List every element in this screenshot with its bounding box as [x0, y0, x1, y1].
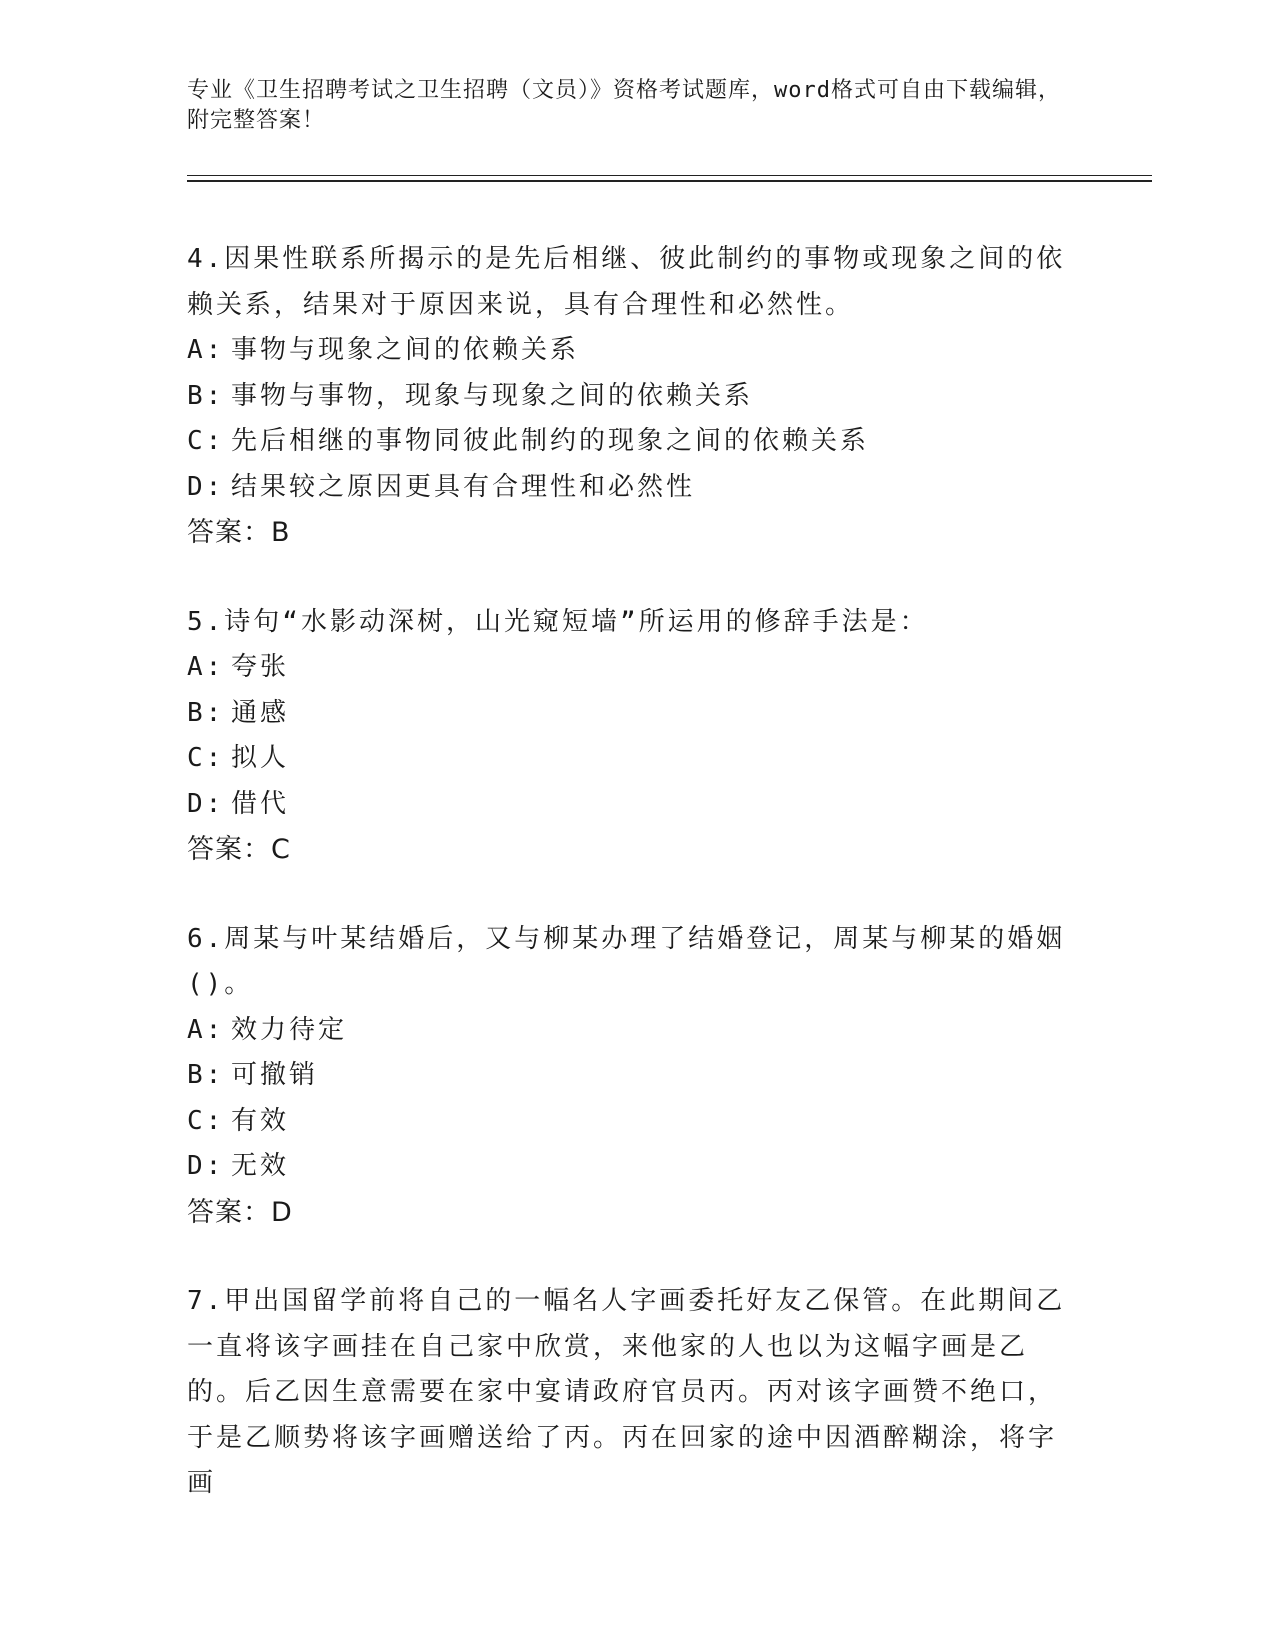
option-d: [187, 465, 1067, 511]
option-key: A:: [187, 335, 225, 365]
question-stem: 7.甲出国留学前将自己的一幅名人字画委托好友乙保管。在此期间乙一直将该字画挂在自己家中欣赏，来他家的人也以为这幅字画是乙的。后乙因生意需要在家中宴请政府官员丙。丙对该字画赞不绝口，于是乙顺势将该字画赠送给了丙。丙在回家的途中因酒醉糊涂，将字画: [187, 1286, 1066, 1498]
question-stem: 5.诗句“水影动深树，山光窥短墙”所运用的修辞手法是：: [187, 606, 929, 637]
question-7: [187, 1279, 1067, 1507]
option-text: 有效: [231, 1105, 290, 1136]
option-key: A:: [187, 1014, 225, 1045]
option-text: 效力待定: [231, 1014, 348, 1045]
option-b: [187, 1053, 1067, 1099]
option-key: A:: [187, 652, 225, 682]
option-key: B:: [187, 380, 225, 411]
option-key: D:: [187, 788, 225, 819]
option-key: B:: [187, 1060, 225, 1090]
option-d: [187, 1144, 1067, 1190]
option-c: [187, 419, 1067, 465]
option-key: C:: [187, 1105, 225, 1136]
answer-line: 答案：D: [187, 1196, 293, 1228]
option-key: C:: [187, 743, 225, 773]
answer-line: 答案：B: [187, 517, 291, 548]
option-text: 先后相继的事物同彼此制约的现象之间的依赖关系: [231, 426, 870, 456]
option-key: B:: [187, 697, 225, 728]
header-divider-thin: [187, 175, 1152, 176]
option-text: 拟人: [231, 743, 290, 773]
option-key: D:: [187, 471, 225, 502]
option-b: [187, 374, 1067, 420]
answer-line: 答案：C: [187, 834, 291, 865]
option-c: [187, 1099, 1067, 1145]
option-a: [187, 645, 1067, 691]
question-stem: 4.因果性联系所揭示的是先后相继、彼此制约的事物或现象之间的依赖关系，结果对于原因来说，具有合理性和必然性。: [187, 244, 1066, 320]
option-key: D:: [187, 1151, 225, 1181]
option-text: 结果较之原因更具有合理性和必然性: [231, 471, 696, 502]
header-divider-thick: [187, 180, 1152, 182]
option-a: [187, 1008, 1067, 1054]
option-text: 可撤销: [231, 1060, 319, 1090]
option-c: [187, 736, 1067, 782]
option-d: [187, 782, 1067, 828]
option-b: [187, 691, 1067, 737]
question-6: [187, 917, 1067, 1236]
question-list: [187, 237, 1067, 1551]
option-text: 借代: [231, 788, 290, 819]
option-a: [187, 328, 1067, 374]
option-text: 事物与现象之间的依赖关系: [231, 335, 580, 365]
option-text: 无效: [231, 1151, 290, 1181]
option-text: 夸张: [231, 652, 290, 682]
option-text: 事物与事物，现象与现象之间的依赖关系: [231, 380, 754, 411]
option-text: 通感: [231, 697, 290, 728]
question-4: [187, 237, 1067, 556]
question-5: [187, 600, 1067, 873]
question-stem: 6.周某与叶某结婚后，又与柳某办理了结婚登记，周某与柳某的婚姻()。: [187, 923, 1066, 999]
document-header: 专业《卫生招聘考试之卫生招聘（文员）》资格考试题库，word格式可自由下载编辑，附完整答案！: [187, 78, 1061, 133]
option-key: C:: [187, 426, 225, 456]
